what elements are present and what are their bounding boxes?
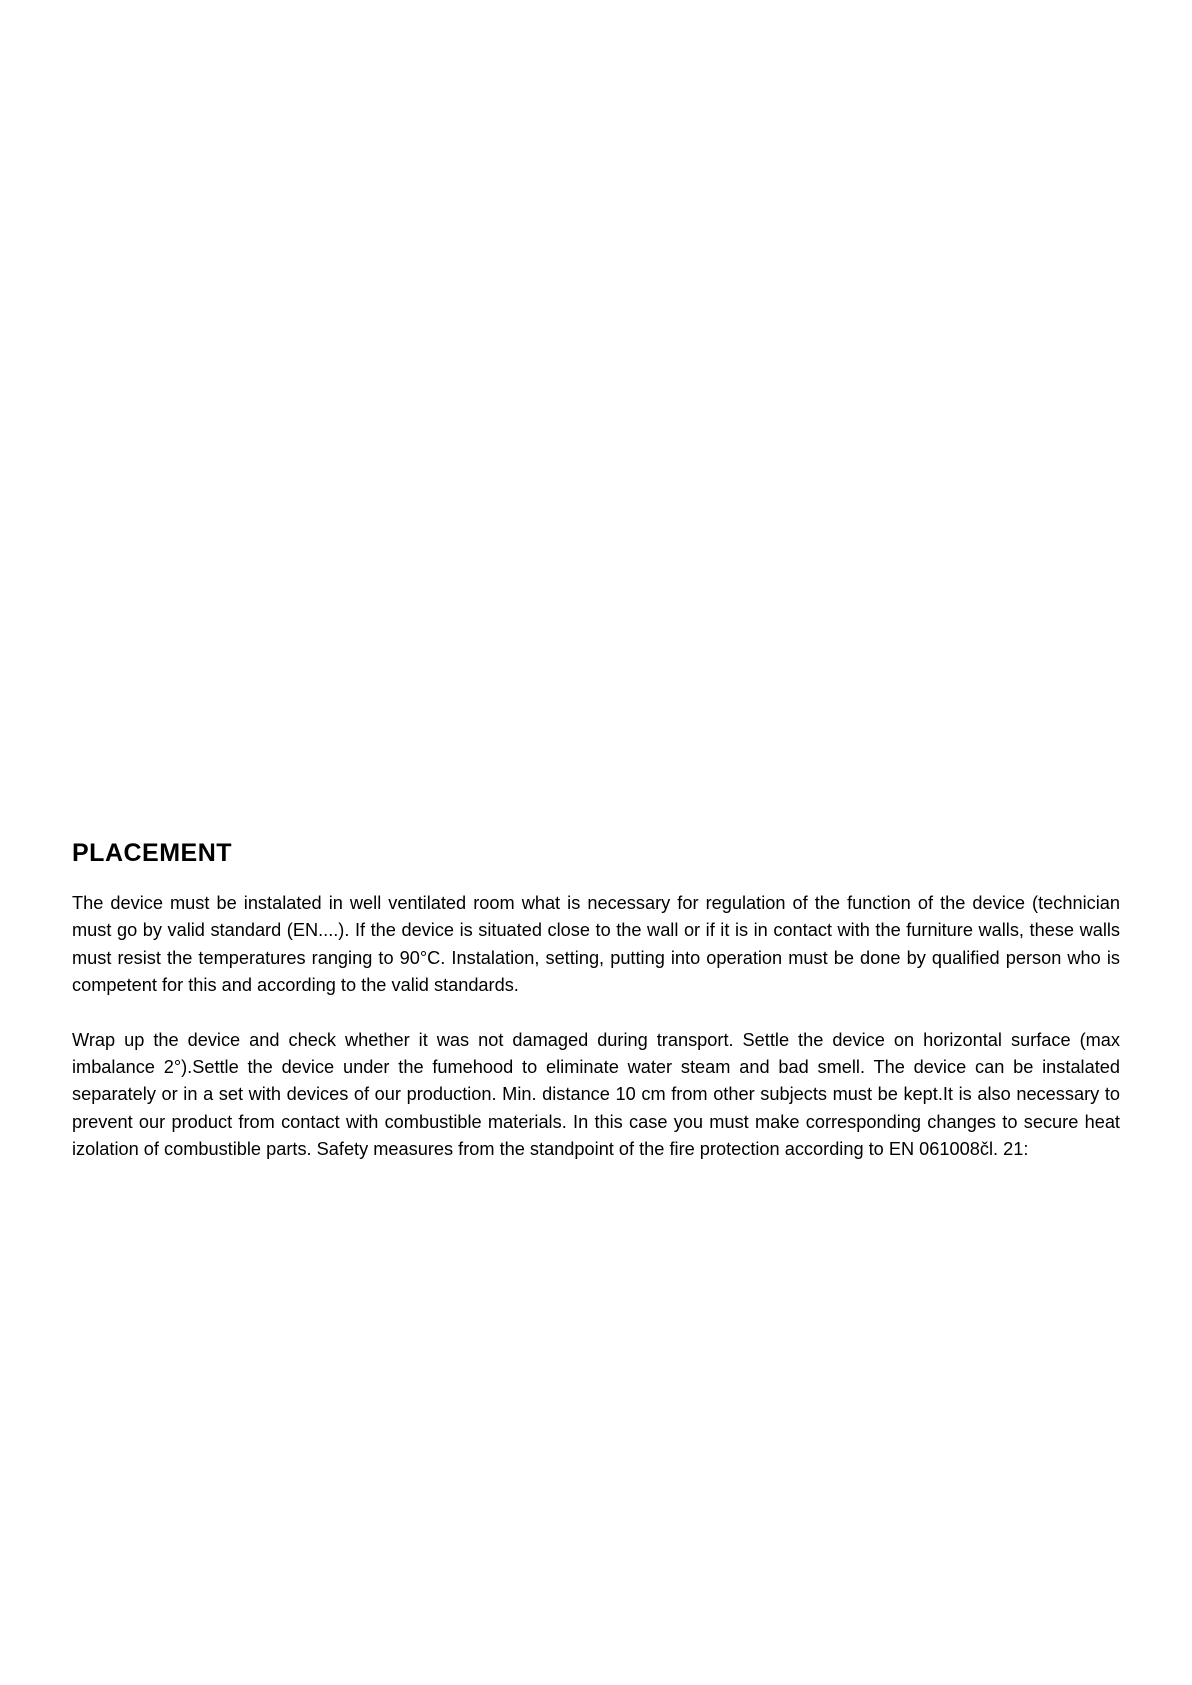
- paragraph-installation: The device must be instalated in well ventilated room what is necessary for regulation of the function of the device (technician must go by valid standard (EN....). If the device is situated close to the wall or if it is in contact with the furniture walls, these walls must resist the temperatures ranging to 90°C. Instalation, setting, putting into operation must be done by qualified person who is competent for this and according to the valid standards.: [72, 893, 1120, 996]
- section-heading: PLACEMENT: [72, 839, 233, 867]
- document-body: [72, 838, 1120, 1164]
- paragraph-placement-safety: Wrap up the device and check whether it was not damaged during transport. Settle the device on horizontal surface (max imbalance 2°).Settle the device under the fumehood to eliminate water steam and bad smell. The device can be instalated separately or in a set with devices of our production. Min. distance 10 cm from other subjects must be kept.It is also necessary to prevent our product from contact with combustible materials. In this case you must make corresponding changes to secure heat izolation of combustible parts. Safety measures from the standpoint of the fire protection according to EN 061008čl. 21:: [72, 1029, 1120, 1160]
